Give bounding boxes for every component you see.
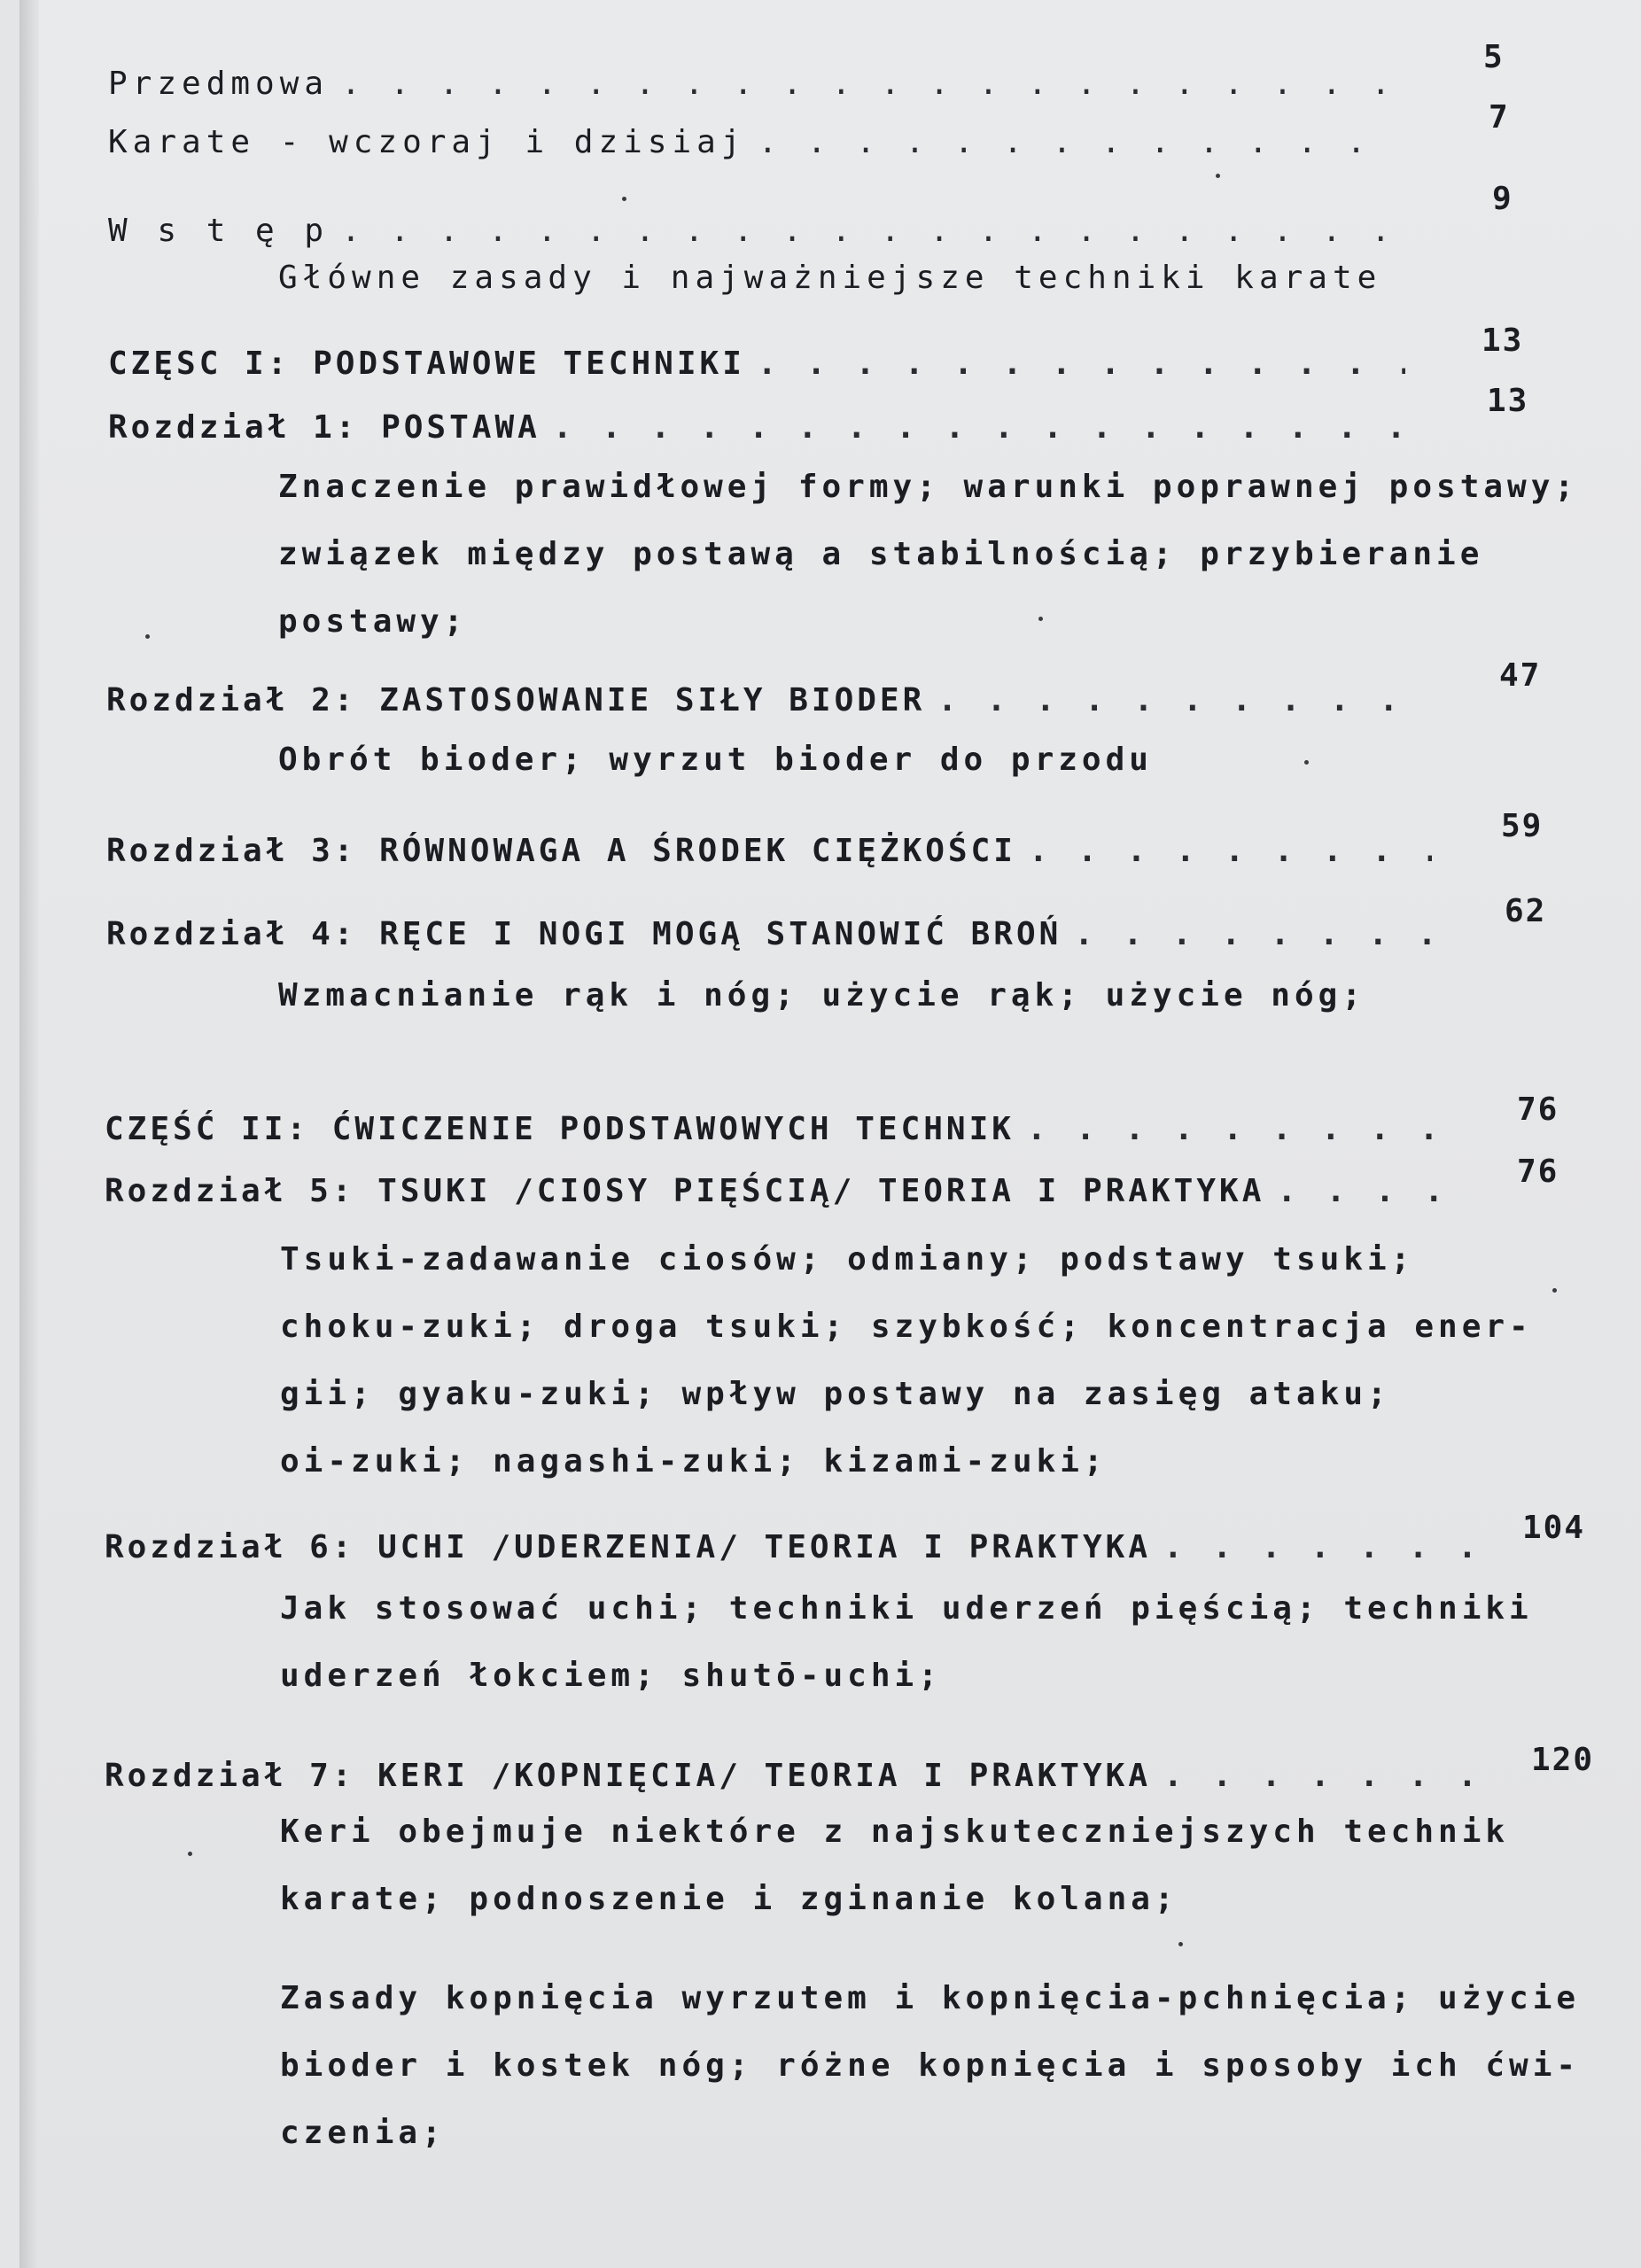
toc-entry-chapter-7 <box>105 1758 1513 1794</box>
book-page <box>19 0 1641 2268</box>
toc-title: Rozdział 7: KERI /KOPNIĘCIA/ TEORIA I PRAKTYKA <box>105 1758 1151 1794</box>
toc-title: CZĘSC I: PODSTAWOWE TECHNIKI <box>108 346 745 382</box>
page-number: 62 <box>1505 893 1547 929</box>
toc-entry-chapter-3 <box>106 833 1444 869</box>
toc-entry-part-2 <box>105 1111 1460 1147</box>
toc-title: Karate - wczoraj i dzisiaj <box>108 124 746 160</box>
toc-title: CZĘŚĆ II: ĆWICZENIE PODSTAWOWYCH TECHNIK <box>105 1111 1015 1147</box>
toc-entry-chapter-1 <box>108 409 1418 446</box>
page-number: 76 <box>1517 1091 1559 1128</box>
description-line: Keri obejmuje niektóre z najskuteczniejszych technik <box>280 1814 1510 1850</box>
dot-leader <box>1163 1529 1489 1565</box>
description-line: czenia; <box>280 2115 446 2151</box>
print-speck <box>1552 1288 1557 1293</box>
print-speck <box>188 1852 192 1856</box>
description-line: postawy; <box>278 603 468 640</box>
description-line: Główne zasady i najważniejsze techniki karate <box>278 260 1382 296</box>
print-speck <box>1304 760 1309 765</box>
page-number: 59 <box>1501 808 1544 844</box>
description-line: Tsuki-zadawanie ciosów; odmiany; podstawy tsuki; <box>280 1241 1415 1278</box>
toc-entry-karate-history <box>108 124 1409 160</box>
toc-entry-introduction <box>108 213 1409 249</box>
page-number: 13 <box>1482 322 1524 359</box>
dot-leader <box>1074 916 1441 952</box>
toc-description <box>278 962 1365 1029</box>
dot-leader <box>758 124 1396 160</box>
page-edge <box>19 0 39 2268</box>
page-number: 9 <box>1492 181 1513 217</box>
description-line: Znaczenie prawidłowej formy; warunki poprawnej postawy; <box>278 469 1579 505</box>
toc-entry-chapter-6 <box>105 1529 1501 1565</box>
toc-description <box>280 1575 1533 1710</box>
toc-title: Rozdział 6: UCHI /UDERZENIA/ TEORIA I PRAKTYKA <box>105 1529 1151 1565</box>
dot-leader <box>553 409 1405 446</box>
dot-leader <box>937 682 1423 718</box>
page-number: 76 <box>1517 1153 1559 1190</box>
toc-entry-chapter-5 <box>105 1173 1460 1209</box>
page-number: 120 <box>1531 1742 1595 1778</box>
description-line: Wzmacnianie rąk i nóg; użycie rąk; użycie nóg; <box>278 977 1365 1014</box>
page-number: 47 <box>1499 657 1542 694</box>
toc-entry-chapter-2 <box>106 682 1435 718</box>
print-speck <box>1178 1942 1183 1946</box>
page-number: 13 <box>1487 383 1529 419</box>
toc-title: Przedmowa <box>108 66 330 102</box>
dot-leader <box>341 66 1396 102</box>
toc-description <box>280 1226 1533 1495</box>
description-line: Jak stosować uchi; techniki uderzeń pięścią; techniki <box>280 1590 1533 1627</box>
toc-description <box>280 1798 1509 1933</box>
description-line: karate; podnoszenie i zginanie kolana; <box>280 1881 1178 1917</box>
toc-title: Rozdział 4: RĘCE I NOGI MOGĄ STANOWIĆ BROŃ <box>106 916 1062 952</box>
description-line: bioder i kostek nóg; różne kopnięcia i sposoby ich ćwi- <box>280 2047 1581 2084</box>
print-speck <box>145 634 150 639</box>
print-speck <box>622 197 626 201</box>
toc-description <box>278 245 1381 312</box>
description-line: Zasady kopnięcia wyrzutem i kopnięcia-pchnięcia; użycie <box>280 1980 1581 2016</box>
toc-description <box>278 454 1578 656</box>
description-line: Obrót bioder; wyrzut bioder do przodu <box>278 742 1153 778</box>
description-line: choku-zuki; droga tsuki; szybkość; koncentracja ener- <box>280 1309 1533 1345</box>
description-line: oi-zuki; nagashi-zuki; kizami-zuki; <box>280 1443 1108 1480</box>
dot-leader <box>758 346 1405 382</box>
dot-leader <box>1029 833 1432 869</box>
toc-title: Rozdział 1: POSTAWA <box>108 409 541 446</box>
toc-title: Rozdział 2: ZASTOSOWANIE SIŁY BIODER <box>106 682 926 718</box>
dot-leader <box>1163 1758 1501 1794</box>
page-number: 7 <box>1489 99 1510 136</box>
toc-description <box>278 726 1153 794</box>
toc-entry-preface <box>108 66 1409 102</box>
toc-entry-chapter-4 <box>106 916 1453 952</box>
dot-leader <box>1277 1173 1448 1209</box>
toc-title: Rozdział 5: TSUKI /CIOSY PIĘŚCIĄ/ TEORIA I PRAKTYKA <box>105 1173 1265 1209</box>
toc-description <box>280 1965 1580 2167</box>
toc-title: W s t ę p <box>108 213 330 249</box>
description-line: gii; gyaku-zuki; wpływ postawy na zasięg ataku; <box>280 1376 1391 1412</box>
description-line: związek między postawą a stabilnością; przybieranie <box>278 536 1484 572</box>
print-speck <box>1038 617 1043 621</box>
toc-entry-part-1 <box>108 346 1418 382</box>
page-number: 5 <box>1483 39 1505 75</box>
toc-title: Rozdział 3: RÓWNOWAGA A ŚRODEK CIĘŻKOŚCI <box>106 833 1016 869</box>
page-number: 104 <box>1522 1510 1586 1546</box>
print-speck <box>1216 174 1220 178</box>
dot-leader <box>1027 1111 1448 1147</box>
dot-leader <box>341 213 1396 249</box>
description-line: uderzeń łokciem; shutō-uchi; <box>280 1658 942 1694</box>
